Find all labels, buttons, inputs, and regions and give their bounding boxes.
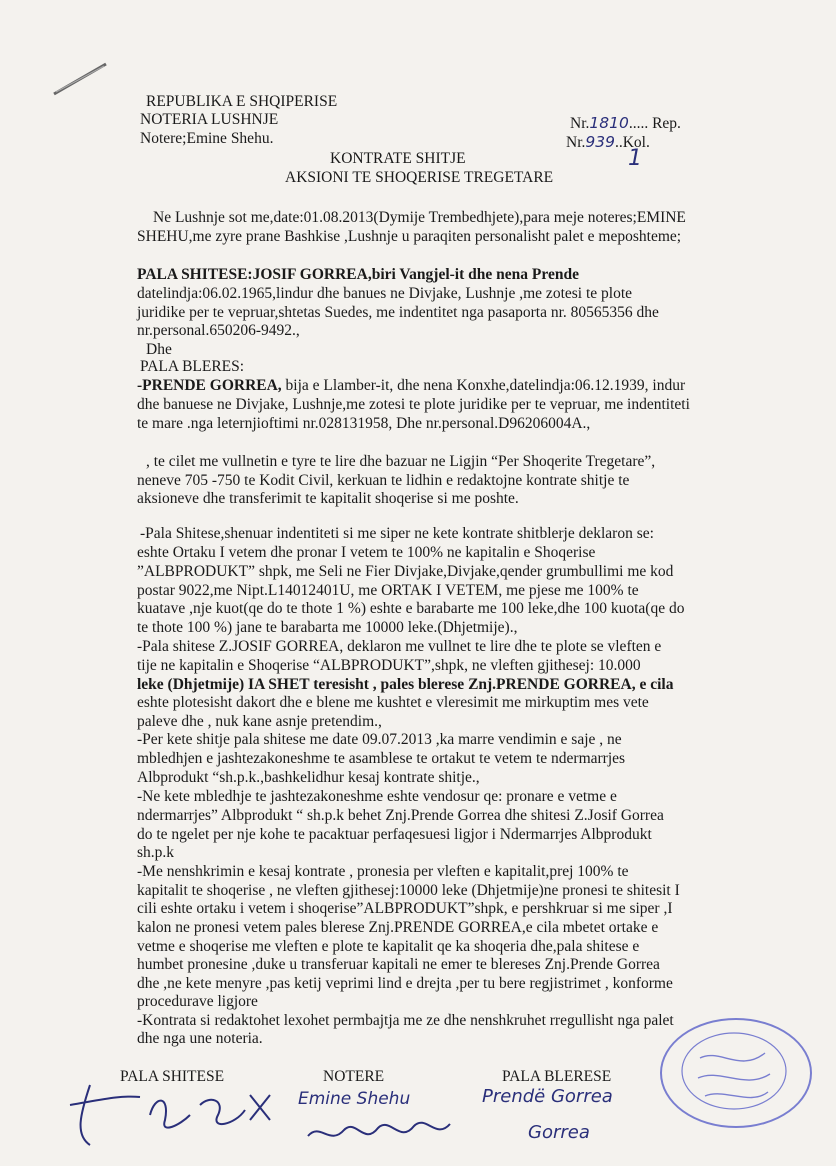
body-line: ”ALBPRODUKT” shpk, me Seli ne Fier Divjake,Divjake,qender grumbullimi me kod	[137, 563, 674, 580]
seller-line: juridike per te vepruar,shtetas Suedes, me indentitet nga pasaporta nr. 80565356 dhe	[137, 304, 659, 321]
seller-line: datelindja:06.02.1965,lindur dhe banues ne Divjake, Lushnje ,me zotesi te plote	[137, 285, 633, 302]
stamp-inner-ring-icon	[660, 1018, 808, 1124]
buyer-signature: Prendë Gorrea	[482, 1086, 613, 1107]
body-line: kuatave ,nje kuot(qe do te thote 1 %) eshte e barabarte me 100 leke,dhe 100 kuota(qe do	[137, 600, 685, 617]
pen-mark-icon	[50, 58, 110, 98]
will-line: , te cilet me vullnetin e tyre te lire dhe bazuar ne Ligjin “Per Shoqerite Tregetare”,	[146, 453, 656, 470]
buyer-signature-2: Gorrea	[528, 1122, 590, 1143]
notary-signature: Emine Shehu	[298, 1089, 411, 1109]
body-line: Albprodukt “sh.p.k.,bashkelidhur kesaj kontrate shitje.,	[137, 769, 480, 786]
body-line: ndermarrjes” Albprodukt “ sh.p.k behet Znj.Prende Gorrea dhe shitesi Z.Josif Gorrea	[137, 807, 664, 824]
title-line-2: AKSIONI TE SHOQERISE TREGETARE	[285, 169, 554, 186]
buyer-label: PALA BLERES:	[140, 358, 245, 375]
body-line: vetme e shoqerise me vleften e plote te kapitalit qe ka shoqeria dhe,pala shitese e	[137, 938, 640, 955]
body-line: -Per kete shitje pala shitese me date 09.07.2013 ,ka marre vendimin e saje , ne	[137, 731, 622, 748]
body-line: -Pala shitese Z.JOSIF GORREA, deklaron me vullnet te lire dhe te plote se vleften e	[137, 638, 662, 655]
will-line: aksioneve dhe transferimit te kapitalit shoqerise si me poshte.	[137, 490, 519, 507]
body-line: -Pala Shitese,shenuar indentiteti si me siper ne kete kontrate shitblerje deklaron se:	[140, 525, 654, 542]
notary-signature-label: NOTERE	[323, 1068, 385, 1085]
buyer-name: -PRENDE GORREA,	[137, 377, 282, 394]
seller-label: PALA SHITESE:JOSIF GORREA,biri Vangjel-it dhe nena Prende	[137, 266, 579, 283]
office-heading: NOTERIA LUSHNJE	[140, 111, 279, 128]
seller-signature-label: PALA SHITESE	[120, 1068, 225, 1085]
body-line: dhe nga une noteria.	[137, 1030, 263, 1047]
will-line: neneve 705 -750 te Kodit Civil, kerkuan te lidhin e redaktojne kontrate shitje te	[137, 472, 630, 489]
republic-heading: REPUBLIKA E SHQIPERISE	[146, 93, 338, 110]
intro-line: SHEHU,me zyre prane Bashkise ,Lushnje u paraqiten personalisht palet e meposhteme;	[137, 228, 682, 245]
and-word: Dhe	[146, 341, 172, 358]
buyer-line: te mare .nga leternjioftimi nr.028131958, Dhe nr.personal.D96206004A.,	[137, 415, 591, 432]
nr-kol-annotation: 1	[628, 146, 642, 171]
body-line: te thote 100 %) jane te barabarta me 10000 leke.(Dhjetmije).,	[137, 619, 518, 636]
buyer-signature-label: PALA BLERESE	[502, 1068, 612, 1085]
body-line: mbledhjen e jashtezakoneshme te asamblese te ortakut te vetem te ndermarrjes	[137, 750, 626, 767]
body-line: eshte Ortaku I vetem dhe pronar I vetem te 100% ne kapitalin e Shoqerise	[137, 544, 596, 561]
body-line: humbet pronesine ,duke u transferuar kapitali ne emer te blereses Znj.Prende Gorrea	[137, 956, 660, 973]
body-line: procedurave ligjore	[137, 993, 258, 1010]
body-line: paleve dhe , nuk kane asnje pretendim.,	[137, 713, 382, 730]
buyer-line: -PRENDE GORREA, bija e Llamber-it, dhe nena Konxhe,datelindja:06.12.1939, indur	[137, 377, 686, 394]
notary-paraph	[300, 1112, 460, 1152]
body-line: do te ngelet per nje kohe te pacaktuar perfaqesuesi ligjor i Ndermarrjes Albprodukt	[137, 826, 652, 843]
body-line: kapitalit te shoqerise , ne vleften gjithesej:10000 leke (Dhjetmije)ne pronesi te shitesit I	[137, 882, 680, 899]
nr-rep-value: 1810	[589, 114, 629, 132]
seller-signature	[60, 1075, 280, 1155]
title-line-1: KONTRATE SHITJE	[330, 150, 466, 167]
body-line: eshte plotesisht dakort dhe e blene me kushtet e vleresimit me mirkuptim mes vete	[137, 694, 649, 711]
body-line: cili eshte ortaku i vetem i shoqerise”ALBPRODUKT”shpk, e pershkruar si me siper ,I	[137, 900, 673, 917]
intro-line: Ne Lushnje sot me,date:01.08.2013(Dymije Trembedhjete),para meje noteres;EMINE	[153, 209, 686, 226]
body-line: -Me nenshkrimin e kesaj kontrate , pronesia per vleften e kapitalit,prej 100% te	[137, 863, 629, 880]
nr-kol: Nr.939..Kol.	[566, 133, 650, 151]
buyer-line: dhe banuese ne Divjake, Lushnje,me zotesi te plote juridike per te vepruar, me indentiteti	[137, 396, 690, 413]
body-line: dhe ,ne kete menyre ,pas ketij veprimi lind e drejta ,per tu bere regjistrimet , konforme	[137, 975, 673, 992]
nr-kol-value: 939	[585, 133, 615, 151]
body-line: kalon ne pronesi vetem pales blerese Znj.PRENDE GORREA,e cila mbetet ortake e	[137, 919, 659, 936]
body-line: sh.p.k	[137, 844, 175, 861]
notary-stamp-icon	[660, 1018, 812, 1128]
notary-heading: Notere;Emine Shehu.	[140, 130, 274, 147]
nr-rep: Nr.1810..... Rep.	[570, 114, 681, 132]
body-line: leke (Dhjetmije) IA SHET teresisht , pales blerese Znj.PRENDE GORREA, e cila	[137, 676, 674, 693]
body-line: -Kontrata si redaktohet lexohet permbajtja me ze dhe nenshkruhet rregullisht nga palet	[137, 1012, 674, 1029]
seller-line: nr.personal.650206-9492.,	[137, 322, 300, 339]
body-line: tije ne kapitalin e Shoqerise “ALBPRODUKT”,shpk, ne vleften gjithesej: 10.000	[137, 657, 641, 674]
body-line: -Ne kete mbledhje te jashtezakoneshme eshte vendosur qe: pronare e vetme e	[137, 788, 617, 805]
body-line: postar 9022,me Nipt.L14012401U, me ORTAK I VETEM, me pjese me 100% te	[137, 582, 639, 599]
